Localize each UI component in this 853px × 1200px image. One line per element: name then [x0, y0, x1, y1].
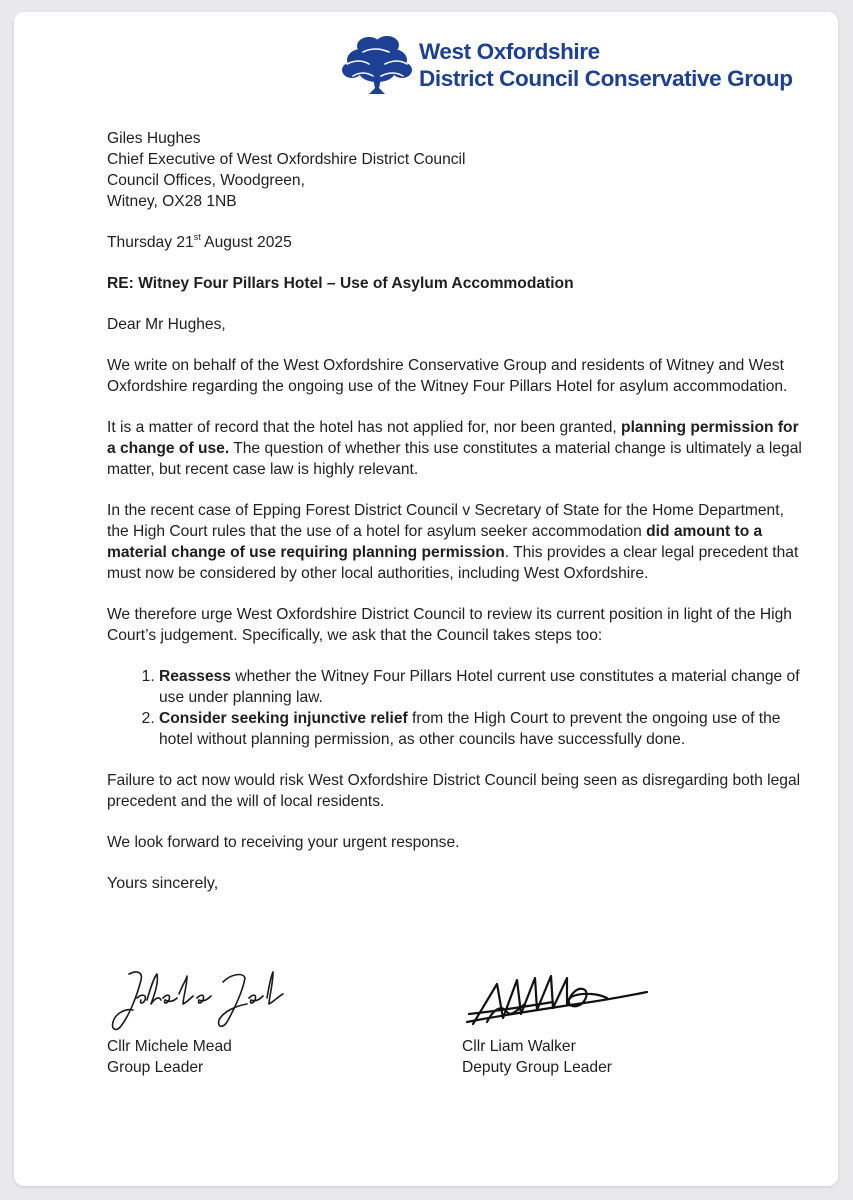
letter-page — [14, 12, 838, 1186]
paragraph-6: We look forward to receiving your urgent response. — [107, 834, 460, 851]
closing: Yours sincerely, — [107, 875, 219, 892]
group-logo — [339, 34, 819, 104]
oak-tree-logo-icon — [339, 34, 415, 96]
signature-liam-walker — [452, 964, 662, 1036]
list-item: 2. Consider seeking injunctive relief from the High Court to prevent the ongoing use of the hotel without planning permission, as other councils have successfully done. — [159, 708, 807, 750]
letter-subject: RE: Witney Four Pillars Hotel – Use of Asylum Accommodation — [107, 275, 574, 292]
recipient-address — [107, 128, 807, 212]
paragraph-5: Failure to act now would risk West Oxfordshire District Council being seen as disregarding both legal precedent and the will of local residents. — [107, 772, 801, 810]
logo-line-1: West Oxfordshire — [419, 39, 600, 64]
recipient-address-line-2: Witney, OX28 1NB — [107, 193, 237, 210]
signatory-role: Group Leader — [107, 1059, 204, 1076]
signatory-name: Cllr Liam Walker — [462, 1038, 576, 1055]
logo-text — [419, 38, 793, 92]
recipient-title: Chief Executive of West Oxfordshire District Council — [107, 151, 466, 168]
paragraph-3: In the recent case of Epping Forest District Council v Secretary of State for the Home Department, the High Court rules that the use of a hotel for asylum seeker accommodation did amount to a material change of use requiring planning permission. This provides a clear legal precedent that must now be considered by other local authorities, including West Oxfordshire. — [107, 502, 799, 582]
paragraph-2: It is a matter of record that the hotel has not applied for, nor been granted, planning permission for a change of use. The question of whether this use constitutes a material change is ultimately a legal matter, but recent case law is highly relevant. — [107, 419, 802, 478]
recipient-name: Giles Hughes — [107, 130, 201, 147]
recipient-address-line-1: Council Offices, Woodgreen, — [107, 172, 305, 189]
signature-block-left — [107, 964, 367, 1094]
requests-list — [107, 666, 807, 750]
letter-date: Thursday 21st August 2025 — [107, 232, 292, 251]
logo-line-2: District Council Conservative Group — [419, 66, 793, 91]
list-item: 1. Reassess whether the Witney Four Pillars Hotel current use constitutes a material change of use under planning law. — [159, 666, 807, 708]
paragraph-1: We write on behalf of the West Oxfordshire Conservative Group and residents of Witney and West Oxfordshire regarding the ongoing use of the Witney Four Pillars Hotel for asylum accommodation. — [107, 357, 788, 395]
signature-michele-mead — [107, 964, 307, 1036]
paragraph-4: We therefore urge West Oxfordshire District Council to review its current position in light of the High Court’s judgement. Specifically, we ask that the Council takes steps too: — [107, 606, 792, 644]
signatory-role: Deputy Group Leader — [462, 1059, 612, 1076]
salutation: Dear Mr Hughes, — [107, 316, 226, 333]
signatory-name: Cllr Michele Mead — [107, 1038, 232, 1055]
signature-block-right — [452, 964, 712, 1094]
letter-body — [107, 128, 807, 894]
